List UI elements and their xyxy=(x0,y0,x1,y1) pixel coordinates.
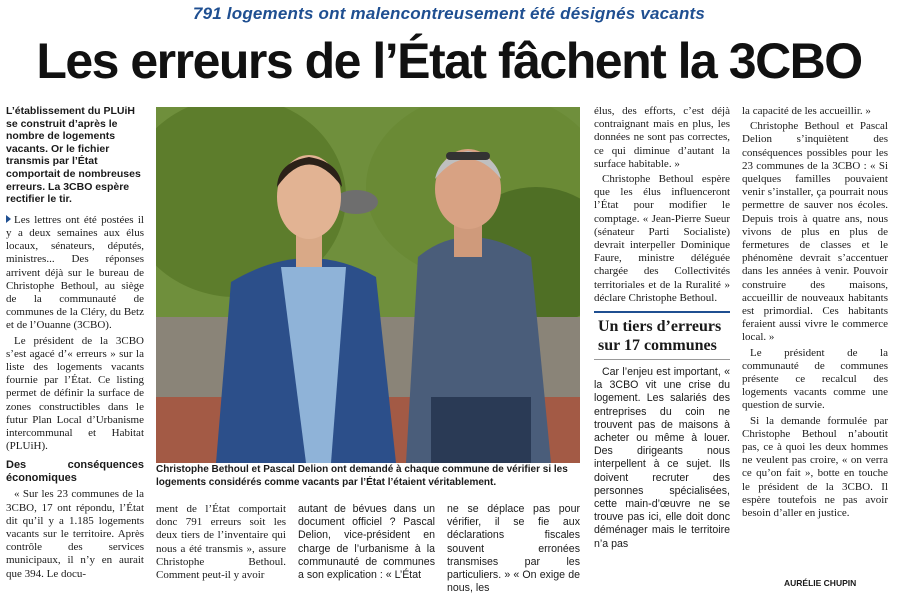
col5-paragraph-1: élus, des efforts, c’est déjà contraignant mais en plus, les données ne sont pas correctes, ce qui diminue d’autant la surface habitable. » xyxy=(594,105,730,170)
article-photo xyxy=(156,107,580,463)
col5-paragraph-2: Christophe Bethoul espère que les élus influenceront l’État pour modifier le comptage. « Jean-Pierre Sueur (sénateur Parti Socialiste) devrait interpeller Dominique Faure, ministre déléguée chargée des Collectivités territoriales et de la Ruralité » déclare Christophe Bethoul. xyxy=(594,173,730,304)
col2-text: ment de l’État comportait donc 791 erreurs soit les deux tiers de l’inventaire qui nous a été transmis », assure Christophe Bethoul. Comment peut-il y avoir xyxy=(156,503,286,582)
subhead-tiers: Un tiers d’erreurs sur 17 communes xyxy=(594,311,730,360)
col3-text: autant de bévues dans un document officiel ? Pascal Delion, vice-président en charge de l’urbanisme à la communauté de communes a son explication : « L’État xyxy=(298,503,435,582)
col1-p1-text: Les lettres ont été postées il y a deux semaines aux élus locaux, sénateurs, députés, ministres... Des réponses arrivent déjà sur le bureau de Christophe Bethoul, au siège de la communauté de communes de la Cléry, du Betz et de l’Ouanne (3CBO). xyxy=(6,213,144,332)
col6-paragraph-2: Christophe Bethoul et Pascal Delion s’inquiètent des conséquences possibles pour les 23 communes de la 3CBO : « Si quelques familles pouvaient venir s’installer, ça pourrait nous permettre de sauver nos écoles. Depuis trois à quatre ans, nous vivons de plus en plus de fermetures de classes et le phénomène devrait s’accentuer dans les années à venir. Pouvoir construire des maisons, accueillir de nouveaux habitants est primordial. Ces habitants feraient aussi vivre le commerce local. » xyxy=(742,120,888,344)
col1-paragraph-3: « Sur les 23 communes de la 3CBO, 17 ont répondu, l’État dit qu’il y a 1.185 logements vacants sur le territoire. Après contrôle des services municipaux, il n’y en aurait que 394. Le docu- xyxy=(6,488,144,580)
column-1 xyxy=(6,105,144,583)
col6-paragraph-4: Si la demande formulée par Christophe Bethoul n’aboutit pas, ce à quoi les deux hommes ne veulent pas croire, « on verra ce qu’on fait », botte en touche le président de la 3CBO. Il espère toutefois ne pas avoir besoin d’aller en justice. xyxy=(742,414,888,520)
chapo: L’établissement du PLUiH se construit d’après le nombre de logements vacants. Or le fichier transmis par l’État comportait de nombreuses erreurs. La 3CBO espère rectifier le tir. xyxy=(6,105,141,206)
col6-paragraph-3: Le président de la communauté de communes présente ce recalcul des logements vacants comme une question de survie. xyxy=(742,346,888,412)
bullet-icon xyxy=(6,215,11,223)
author-signature: AURÉLIE CHUPIN xyxy=(784,578,857,588)
subhead-consequences: Des conséquences économiques xyxy=(6,459,144,485)
column-3 xyxy=(298,503,435,584)
col5-paragraph-3: Car l’enjeu est important, « la 3CBO vit une crise du logement. Les salariés des entreprises du coin ne trouvent pas de maisons à acheter ou même à louer. Des dirigeants nous interpellent à ce sujet. Ils doivent recruter des personnes spécialisées, cette main-d’œuvre ne se trouve pas ici, elle doit donc déménager mais le territoire n’a pas xyxy=(594,366,730,550)
column-2 xyxy=(156,503,286,584)
column-4 xyxy=(447,503,580,597)
col6-paragraph-1: la capacité de les accueillir. » xyxy=(742,105,871,117)
column-5 xyxy=(594,105,730,553)
column-6 xyxy=(742,105,888,522)
photo-illustration xyxy=(156,107,580,463)
photo-caption: Christophe Bethoul et Pascal Delion ont demandé à chaque commune de vérifier si les logements considérés comme vacants par l’État l’étaient véritablement. xyxy=(156,464,568,488)
col1-paragraph-2: Le président de la 3CBO s’est agacé d’« erreurs » sur la liste des logements vacants fournie par l’État. Ce listing permet de définir la surface de zones constructibles dans le futur Plan Local d’Urbanisme intercommunal et Habitat (PLUiH). xyxy=(6,334,144,453)
kicker: 791 logements ont malencontreusement été désignés vacants xyxy=(192,4,706,23)
headline: Les erreurs de l’État fâchent la 3CBO xyxy=(36,33,862,89)
col4-text: ne se déplace pas pour vérifier, il se fie aux déclarations fiscales souvent erronées transmises par les particuliers. » « On exige de nous, les xyxy=(447,503,580,595)
col1-paragraph-1 xyxy=(6,214,144,333)
